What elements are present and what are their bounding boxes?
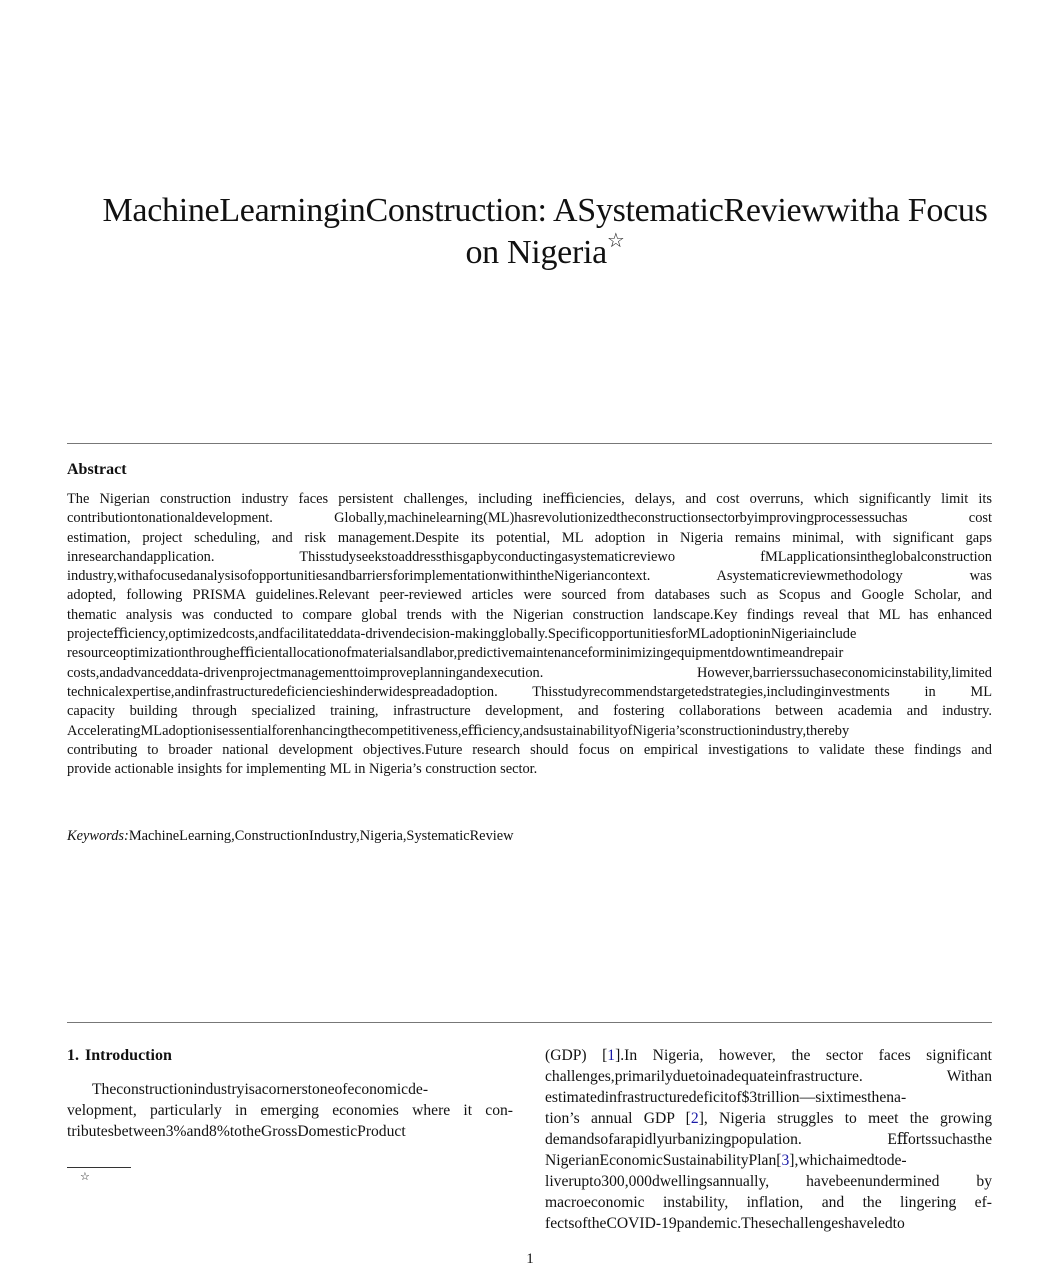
keywords-value: MachineLearning,ConstructionIndustry,Nigeria,SystematicReview	[128, 828, 514, 844]
section-heading-introduction	[67, 1045, 513, 1067]
abstract-line: contributiontonationaldevelopment. Globally,machinelearning(ML)hasrevolutionizedtheconstructionsectorbyimprovingprocessessuchas cost	[67, 510, 992, 527]
abstract-line: thematic analysis was conducted to compare global trends with the Nigerian construction landscape.Key findings reveal that ML has enhanced	[67, 606, 992, 623]
line-text: tion’s annual GDP [	[545, 1110, 691, 1127]
page-number: 1	[526, 1251, 534, 1267]
footnote-star-icon: ☆	[80, 1171, 90, 1183]
line-text: liverupto300,000dwellingsannually, havebeenundermined by	[545, 1173, 992, 1190]
intro-paragraph-left	[67, 1079, 513, 1142]
keywords	[67, 828, 514, 845]
abstract-line: provide actionable insights for implementing ML in Nigeria’s construction sector.	[67, 761, 538, 778]
line-text: challenges,primarilyduetoinadequateinfrastructure. Withan	[545, 1068, 992, 1085]
citation-link[interactable]: 3	[781, 1152, 790, 1169]
line-text: (GDP) [	[545, 1047, 608, 1064]
abstract-heading: Abstract	[67, 461, 127, 478]
abstract-line: contributing to broader national development objectives.Future research should focus on empirical investigations to validate these findings and	[67, 741, 992, 758]
line-text: ], Nigeria struggles to meet the growing	[698, 1110, 992, 1127]
abstract-line: resourceoptimizationthrougheﬃcientallocationofmaterialsandlabor,predictivemaintenanceforminimizingequipmentdowntimeandrepair	[67, 645, 844, 662]
abstract-line: AcceleratingMLadoptionisessentialforenhancingthecompetitiveness,eﬃciency,andsustainabilityofNigeria’sconstructionindustry,thereby	[67, 722, 850, 739]
line-text: fectsoftheCOVID-19pandemic.Thesechallengeshaveledto	[545, 1215, 905, 1232]
section-title: Introduction	[85, 1047, 172, 1064]
left-column	[67, 1045, 513, 1142]
intro-line	[545, 1045, 992, 1066]
line-text: macroeconomic instability, inflation, and the lingering ef-	[545, 1194, 992, 1211]
line-text: NigerianEconomicSustainabilityPlan[	[545, 1152, 782, 1169]
line-text: ].In Nigeria, however, the sector faces significant	[615, 1047, 992, 1064]
line-text: demandsofarapidlyurbanizingpopulation. Eﬀortssuchasthe	[545, 1131, 992, 1148]
abstract-bottom-rule	[67, 1022, 992, 1023]
intro-line	[545, 1108, 992, 1129]
abstract-line: costs,andadvanceddata-drivenprojectmanagementtoimproveplanningandexecution. However,barrierssuchaseconomicinstability,limited	[67, 664, 992, 681]
intro-line	[545, 1066, 992, 1087]
title-line-1: MachineLearninginConstruction: ASystematicReviewwitha Focus	[102, 192, 988, 229]
footnote-rule	[67, 1167, 131, 1168]
intro-line	[545, 1171, 992, 1192]
intro-line	[545, 1213, 992, 1234]
section-number: 1.	[67, 1047, 79, 1064]
abstract-line: capacity building through specialized training, infrastructure development, and fostering collaborations between academia and industry.	[67, 703, 992, 720]
keywords-label: Keywords:	[67, 828, 129, 844]
title-line-2: on Nigeria	[465, 234, 607, 271]
abstract-line: inresearchandapplication. Thisstudyseekstoaddressthisgapbyconductingasystematicreviewo fMLapplicationsintheglobalconstruction	[67, 548, 992, 565]
right-column	[545, 1045, 992, 1234]
abstract-line: estimation, project scheduling, and risk management.Despite its potential, ML adoption in Nigeria remains minimal, with significant gaps	[67, 529, 992, 546]
line-text: ],whichaimedtode-	[789, 1152, 907, 1169]
intro-line	[545, 1150, 992, 1171]
abstract-body	[67, 490, 992, 779]
intro-line	[545, 1129, 992, 1150]
abstract-line: The Nigerian construction industry faces persistent challenges, including ineﬃciencies, delays, and cost overruns, which significantly limit its	[67, 491, 992, 507]
citation-link[interactable]: 1	[607, 1047, 616, 1064]
title-footnote-star-icon[interactable]: ☆	[606, 230, 625, 252]
abstract-line: technicalexpertise,andinfrastructuredeficiencieshinderwidespreadadoption. Thisstudyrecommendstargetedstrategies,includinginvestments in ML	[67, 683, 992, 700]
intro-line: Theconstructionindustryisacornerstoneofeconomicde-	[92, 1081, 429, 1098]
paper-title	[60, 190, 1030, 274]
line-text: estimatedinfrastructuredeficitof$3trillion—sixtimesthena-	[545, 1089, 907, 1106]
intro-line: velopment, particularly in emerging economies where it con-	[67, 1102, 513, 1119]
abstract-top-rule	[67, 443, 992, 444]
abstract-line: adopted, following PRISMA guidelines.Relevant peer-reviewed articles were sourced from databases such as Scopus and Google Scholar, and	[67, 587, 992, 604]
citation-link[interactable]: 2	[690, 1110, 699, 1127]
intro-line	[545, 1192, 992, 1213]
intro-paragraph-right	[545, 1045, 992, 1234]
intro-line	[545, 1087, 992, 1108]
abstract-line: industry,withafocusedanalysisofopportunitiesandbarriersforimplementationwithintheNigeriancontext. Asystematicreviewmethodology was	[67, 568, 992, 585]
abstract-line: projecteﬃciency,optimizedcosts,andfacilitateddata-drivendecision-makingglobally.SpecificopportunitiesforMLadoptioninNigeriainclude	[67, 626, 857, 643]
intro-line: tributesbetween3%and8%totheGrossDomesticProduct	[67, 1123, 406, 1140]
